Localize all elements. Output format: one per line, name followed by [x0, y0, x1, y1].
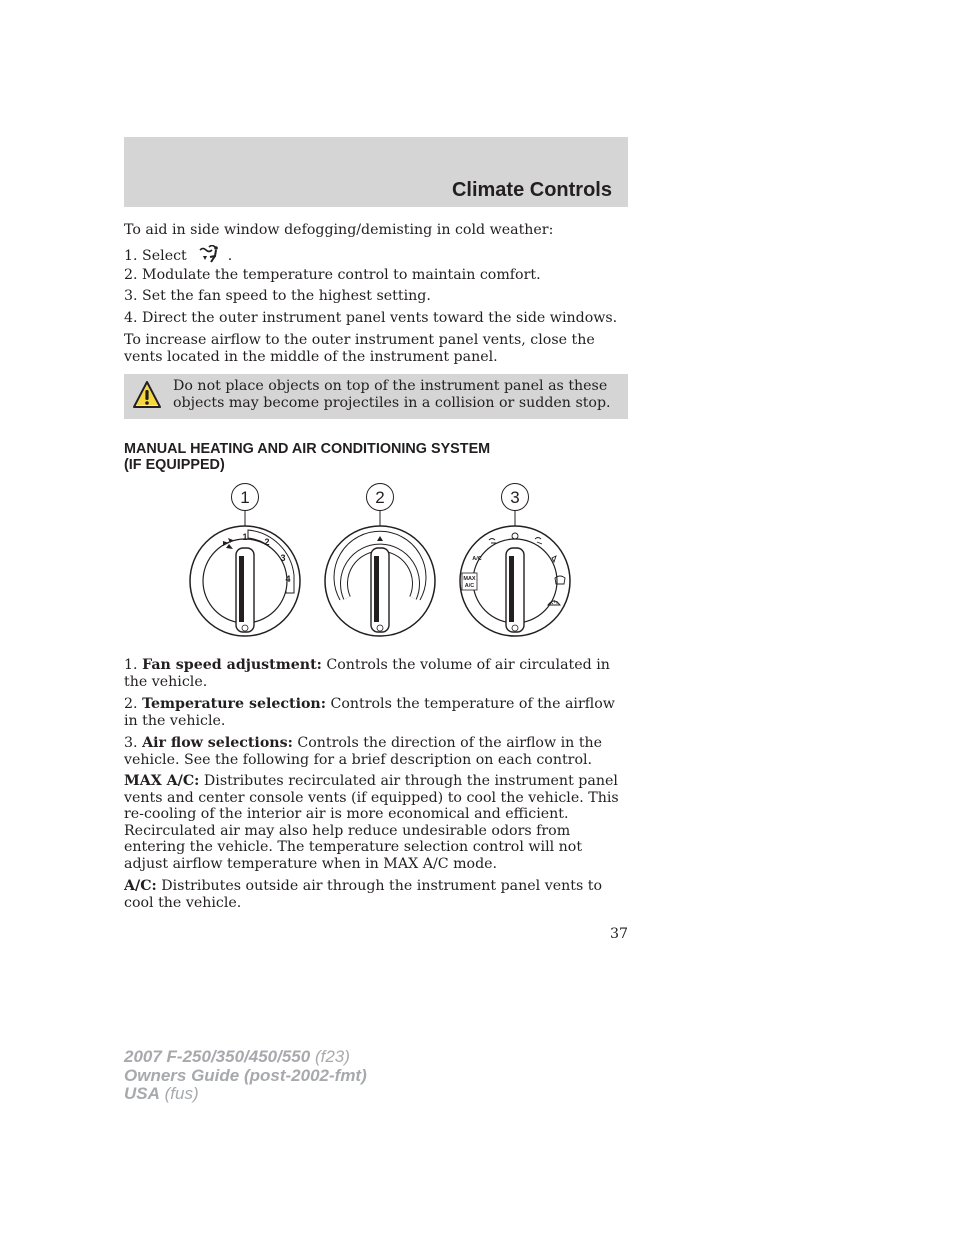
- max-label: MAX: [463, 576, 476, 582]
- description-term: Fan speed adjustment:: [142, 657, 322, 673]
- footer: [124, 1048, 367, 1104]
- fan-speed-label-3: 3: [280, 553, 286, 563]
- step-1-label: 1. Select: [124, 248, 187, 264]
- floor-defrost-icon: [197, 245, 223, 263]
- footer-line-1: [124, 1048, 367, 1067]
- description-term: Air flow selections:: [142, 735, 293, 751]
- description-number: 3.: [124, 735, 138, 751]
- step-3: 3. Set the fan speed to the highest setting.: [124, 288, 431, 304]
- section-heading-line-1: MANUAL HEATING AND AIR CONDITIONING SYSTEM: [124, 441, 491, 457]
- fan-speed-knob: [190, 526, 300, 636]
- callout-1-label: 1: [240, 488, 250, 507]
- description-term: MAX A/C:: [124, 773, 200, 789]
- description-text: Distributes outside air through the instrument panel vents to cool the vehicle.: [124, 878, 602, 911]
- page-number: 37: [609, 926, 628, 942]
- section-header: [124, 137, 628, 207]
- control-panel-diagram: [180, 480, 580, 645]
- max-ac-label: A/C: [464, 583, 475, 589]
- airflow-paragraph: To increase airflow to the outer instrument panel vents, close the vents located in the middle of the instrument panel.: [124, 332, 595, 365]
- step-2: 2. Modulate the temperature control to maintain comfort.: [124, 267, 541, 283]
- callout-2: [367, 484, 394, 527]
- footer-market: USA: [124, 1084, 160, 1103]
- description-number: 1.: [124, 657, 138, 673]
- description-number: 2.: [124, 696, 138, 712]
- footer-line-2: [124, 1067, 367, 1086]
- description-text: Controls the direction of the airflow in the vehicle. See the following for a brief description on each control.: [124, 735, 603, 768]
- section-title: Climate Controls: [451, 179, 612, 201]
- warning-text: Do not place objects on top of the instrument panel as these objects may become projectiles in a collision or sudden stop.: [173, 378, 611, 411]
- description-text: Controls the temperature of the airflow in the vehicle.: [124, 696, 615, 729]
- description-fan-speed: [124, 657, 624, 690]
- temperature-knob: [325, 526, 435, 636]
- fan-speed-label-4: 4: [285, 574, 291, 584]
- footer-market-code: (fus): [164, 1084, 199, 1103]
- description-max-ac: [124, 773, 624, 872]
- callout-3-label: 3: [510, 488, 520, 507]
- description-temperature: [124, 696, 624, 729]
- footer-model-code: (f23): [314, 1047, 350, 1066]
- section-heading-line-2: (IF EQUIPPED): [124, 457, 225, 473]
- ac-label: A/C: [472, 556, 482, 562]
- warning-box: [124, 374, 628, 419]
- airflow-mode-knob: [460, 526, 570, 636]
- footer-line-3: [124, 1085, 367, 1104]
- intro-text: To aid in side window defogging/demisting in cold weather:: [124, 222, 554, 238]
- step-1: [124, 245, 624, 265]
- callout-2-label: 2: [375, 488, 385, 507]
- fan-speed-label-1: 1: [242, 532, 248, 542]
- warning-triangle-icon: [132, 380, 162, 410]
- step-4: 4. Direct the outer instrument panel vents toward the side windows.: [124, 310, 618, 326]
- description-ac: [124, 878, 624, 911]
- step-1-period: .: [227, 248, 233, 264]
- callout-1: [232, 484, 259, 527]
- description-term: A/C:: [124, 878, 157, 894]
- description-text: Distributes recirculated air through the instrument panel vents and center console vents (if equipped) to cool the vehicle. This re-cooling of the interior air is more economical and efficient. Recirculated air may also help reduce undesirable odors from entering the vehicle. The temperature selection control will not adjust airflow temperature when in MAX A/C mode.: [124, 773, 619, 872]
- description-text: Controls the volume of air circulated in the vehicle.: [124, 657, 610, 690]
- footer-guide: Owners Guide (post-2002-fmt): [124, 1065, 367, 1085]
- footer-model: 2007 F-250/350/450/550: [124, 1047, 311, 1066]
- section-heading: [124, 441, 604, 473]
- description-air-flow: [124, 735, 624, 768]
- fan-speed-label-2: 2: [264, 537, 270, 547]
- description-term: Temperature selection:: [142, 696, 326, 712]
- callout-3: [502, 484, 529, 527]
